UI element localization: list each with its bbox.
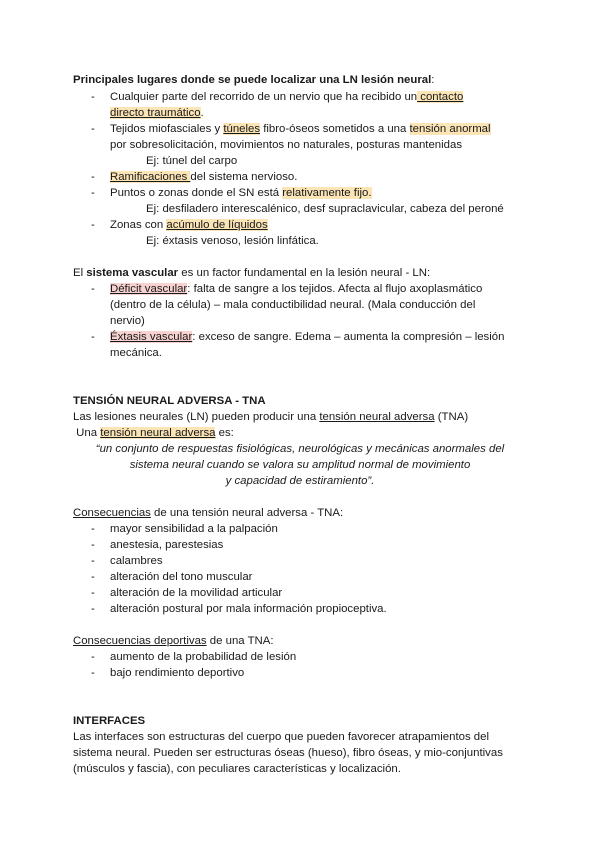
bullet-dash: - bbox=[91, 91, 95, 103]
list-item: Déficit vascular: falta de sangre a los tejidos. Afecta al flujo axoplasmático bbox=[110, 283, 483, 295]
list-item: Éxtasis vascular: exceso de sangre. Edema – aumenta la compresión – lesión bbox=[110, 331, 505, 343]
example-text: Ej: éxtasis venoso, lesión linfática. bbox=[146, 235, 319, 247]
bullet-dash: - bbox=[91, 123, 95, 135]
bullet-dash: - bbox=[91, 651, 95, 663]
section-title-interfaces: INTERFACES bbox=[73, 715, 146, 727]
bullet-dash: - bbox=[91, 219, 95, 231]
list-item: alteración del tono muscular bbox=[110, 571, 253, 583]
list-item: alteración de la movilidad articular bbox=[110, 587, 283, 599]
list-item-continuation: mecánica. bbox=[110, 347, 162, 359]
example-text: Ej: túnel del carpo bbox=[146, 155, 238, 167]
list-item-continuation: (dentro de la célula) – mala conductibilidad neural. (Mala conducción del bbox=[110, 299, 476, 311]
list-item: Puntos o zonas donde el SN está relativamente fijo. bbox=[110, 187, 372, 199]
bullet-dash: - bbox=[91, 571, 95, 583]
bullet-dash: - bbox=[91, 331, 95, 343]
list-item-continuation: nervio) bbox=[110, 315, 145, 327]
bullet-dash: - bbox=[91, 171, 95, 183]
bullet-dash: - bbox=[91, 539, 95, 551]
example-text: Ej: desfiladero interescalénico, desf supraclavicular, cabeza del peroné bbox=[146, 203, 504, 215]
list-item-continuation: directo traumático. bbox=[110, 107, 204, 119]
list-item: alteración postural por mala información propioceptiva. bbox=[110, 603, 387, 615]
definition-quote: sistema neural cuando se valora su amplitud normal de movimiento bbox=[129, 459, 471, 471]
bullet-dash: - bbox=[91, 555, 95, 567]
bullet-dash: - bbox=[91, 523, 95, 535]
list-item: Ramificaciones del sistema nervioso. bbox=[110, 171, 298, 183]
section-title-tna: TENSIÓN NEURAL ADVERSA - TNA bbox=[73, 395, 266, 407]
list-item: mayor sensibilidad a la palpación bbox=[110, 523, 278, 535]
list-item: bajo rendimiento deportivo bbox=[110, 667, 245, 679]
subheading-consecuencias-deportivas: Consecuencias deportivas de una TNA: bbox=[73, 635, 274, 647]
bullet-dash: - bbox=[91, 587, 95, 599]
subheading-consecuencias: Consecuencias de una tensión neural adversa - TNA: bbox=[73, 507, 344, 519]
list-item-continuation: por sobresolicitación, movimientos no naturales, posturas mantenidas bbox=[110, 139, 463, 151]
list-item: aumento de la probabilidad de lesión bbox=[110, 651, 297, 663]
section-heading-lugares: Principales lugares donde se puede localizar una LN lesión neural: bbox=[73, 74, 435, 86]
bullet-dash: - bbox=[91, 187, 95, 199]
paragraph: (músculos y fascia), con peculiares características y localización. bbox=[73, 763, 401, 775]
paragraph-sistema-vascular: El sistema vascular es un factor fundamental en la lesión neural - LN: bbox=[73, 267, 431, 279]
list-item: Tejidos miofasciales y túneles fibro-óseos sometidos a una tensión anormal bbox=[110, 123, 491, 135]
paragraph: Una tensión neural adversa es: bbox=[73, 427, 234, 439]
bullet-dash: - bbox=[91, 603, 95, 615]
paragraph: Las lesiones neurales (LN) pueden producir una tensión neural adversa (TNA) bbox=[73, 411, 469, 423]
paragraph: sistema neural. Pueden ser estructuras óseas (hueso), fibro óseas, y mio-conjuntivas bbox=[73, 747, 503, 759]
definition-quote: y capacidad de estiramiento”. bbox=[225, 475, 375, 487]
list-item: calambres bbox=[110, 555, 163, 567]
bullet-dash: - bbox=[91, 283, 95, 295]
definition-quote: “un conjunto de respuestas fisiológicas, neurológicas y mecánicas anormales del bbox=[95, 443, 505, 455]
list-item: Cualquier parte del recorrido de un nervio que ha recibido un contacto bbox=[110, 91, 464, 103]
paragraph: Las interfaces son estructuras del cuerpo que pueden favorecer atrapamientos del bbox=[73, 731, 490, 743]
list-item: anestesia, parestesias bbox=[110, 539, 224, 551]
bullet-dash: - bbox=[91, 667, 95, 679]
list-item: Zonas con acúmulo de líquidos bbox=[110, 219, 268, 231]
